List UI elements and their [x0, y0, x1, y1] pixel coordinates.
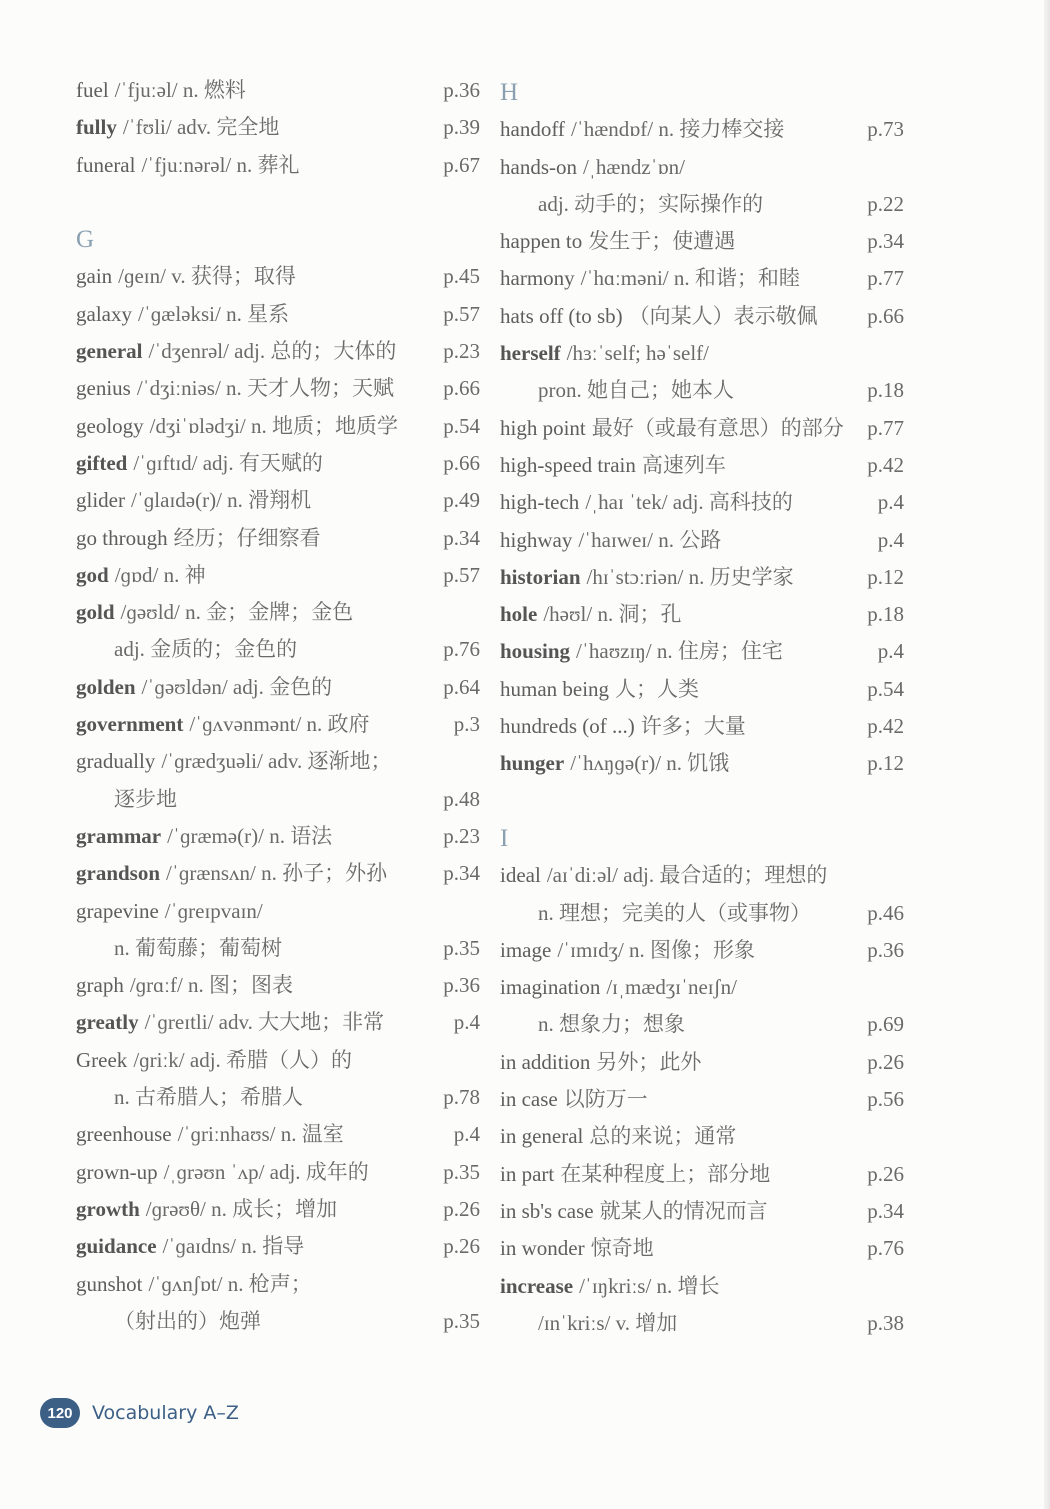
vocab-entry [76, 1228, 486, 1265]
headword: fuel [76, 78, 109, 102]
page-reference: p.42 [867, 452, 904, 477]
page-reference: p.12 [867, 564, 904, 589]
page-reference: p.69 [867, 1012, 904, 1037]
page-reference: p.23 [443, 339, 480, 364]
page-reference: p.26 [443, 1234, 480, 1259]
definition: （向某人）表示敬佩 [628, 303, 818, 328]
vocab-entry [500, 969, 910, 1006]
definition: n. 古希腊人；希腊人 [114, 1085, 303, 1110]
section-letter: G [76, 226, 95, 254]
definition: /ɪnˈkriːs/ v. 增加 [538, 1310, 678, 1335]
definition: /ɡrɑːf/ n. 图；图表 [129, 973, 294, 998]
definition: n. 理想；完美的人（或事物） [538, 900, 811, 925]
definition: /ˈdʒenrəl/ adj. 总的；大体的 [148, 339, 397, 364]
headword: in wonder [500, 1236, 585, 1261]
definition: /ˈɡʌvənmənt/ n. 政府 [189, 712, 370, 737]
vocab-entry [76, 669, 486, 706]
vocab-entry [76, 743, 486, 780]
vocab-entry [76, 594, 486, 631]
vocab-entry [76, 557, 486, 594]
vocab-entry [76, 818, 486, 855]
vocab-entry-continuation [76, 930, 486, 967]
headword: genius [76, 376, 131, 401]
vocab-entry [500, 1268, 910, 1305]
definition: /hɪˈstɔːriən/ n. 历史学家 [586, 564, 794, 589]
page-reference: p.18 [867, 378, 904, 403]
definition: 以防万一 [563, 1087, 648, 1112]
vocab-entry [500, 149, 910, 186]
headword: gradually [76, 749, 156, 774]
vocab-entry [76, 855, 486, 892]
vocab-entry [500, 932, 910, 969]
vocab-entry [500, 1230, 910, 1267]
page-reference: p.12 [867, 751, 904, 776]
definition: /ˈhʌŋɡə(r)/ n. 饥饿 [570, 751, 730, 776]
page-number-badge: 120 [40, 1398, 80, 1428]
headword: guidance [76, 1234, 157, 1259]
definition: /ɡəʊld/ n. 金；金牌；金色 [120, 600, 354, 625]
definition: 最好（或最有意思）的部分 [591, 415, 844, 440]
page-reference: p.46 [867, 900, 904, 925]
page-reference: p.39 [443, 115, 480, 140]
page-reference: p.57 [443, 562, 480, 587]
vocab-entry [500, 708, 910, 745]
page-reference: p.67 [443, 152, 480, 177]
vocab-entry [500, 1156, 910, 1193]
headword: gold [76, 600, 115, 625]
page-reference: p.23 [443, 823, 480, 848]
definition: /ˈhaʊzɪŋ/ n. 住房；住宅 [576, 639, 783, 664]
page-footer [40, 1398, 239, 1428]
vocab-entry [500, 484, 910, 521]
section-spacer [500, 783, 910, 820]
definition: /aɪˈdiːəl/ adj. 最合适的；理想的 [546, 863, 828, 888]
page-reference: p.76 [443, 637, 480, 662]
definition: /ˌhændzˈɒn/ [583, 154, 685, 179]
definition: /ɪˌmædʒɪˈneɪʃn/ [606, 975, 737, 1000]
vocab-entry [500, 111, 910, 148]
vocab-entry-continuation [500, 1305, 910, 1342]
definition: /ˈɡriːnhaʊs/ n. 温室 [177, 1122, 344, 1147]
vocab-entry [76, 258, 486, 295]
headword: herself [500, 341, 561, 366]
definition: /ˈɪŋkriːs/ n. 增长 [579, 1273, 720, 1298]
definition: /ˈdʒiːniəs/ n. 天才人物；天赋 [136, 376, 395, 401]
vocab-entry [76, 370, 486, 407]
page-reference: p.34 [867, 229, 904, 254]
headword: imagination [500, 975, 601, 1000]
definition: /ˈɡræmə(r)/ n. 语法 [167, 823, 333, 848]
definition: 在某种程度上；部分地 [560, 1161, 771, 1186]
vocab-entry [76, 72, 486, 109]
headword: glider [76, 488, 125, 513]
definition: 许多；大量 [640, 714, 746, 739]
vocab-entry [76, 1266, 486, 1303]
section-letter: I [500, 824, 509, 852]
headword: hats off (to sb) [500, 303, 623, 328]
vocab-entry [76, 1004, 486, 1041]
vocab-entry-continuation [76, 631, 486, 668]
definition: adj. 动手的；实际操作的 [538, 191, 764, 216]
page-reference: p.3 [453, 712, 480, 737]
page-reference: p.4 [453, 1010, 480, 1035]
vocab-entry [500, 260, 910, 297]
page-reference: p.18 [867, 602, 904, 627]
page-reference: p.66 [443, 376, 480, 401]
page-reference: p.45 [443, 264, 480, 289]
definition: /ˈɡlaɪdə(r)/ n. 滑翔机 [130, 488, 312, 513]
page-reference: p.4 [877, 639, 904, 664]
headword: ideal [500, 863, 541, 888]
section-letter: H [500, 79, 519, 106]
page-reference: p.77 [867, 266, 904, 291]
vocab-entry [500, 335, 910, 372]
page-reference: p.4 [877, 490, 904, 515]
vocab-entry [500, 745, 910, 782]
vocab-entry-continuation [76, 1079, 486, 1116]
headword: happen to [500, 229, 583, 254]
definition: pron. 她自己；她本人 [538, 378, 734, 403]
headword: in sb's case [500, 1198, 594, 1223]
page-reference: p.76 [867, 1236, 904, 1261]
definition: /ˈfʊli/ adv. 完全地 [122, 115, 280, 140]
vocab-entry [76, 893, 486, 930]
page-reference: p.54 [443, 413, 480, 438]
vocab-entry [76, 1042, 486, 1079]
page-reference: p.35 [443, 1159, 480, 1184]
vocab-entry [76, 408, 486, 445]
headword: greatly [76, 1010, 139, 1035]
definition: n. 想象力；想象 [538, 1012, 685, 1037]
definition: 人；人类 [615, 676, 700, 701]
vocab-entry [500, 522, 910, 559]
headword: image [500, 937, 552, 962]
page-reference: p.42 [867, 714, 904, 739]
headword: high point [500, 415, 586, 440]
definition: /ˌɡrəʊn ˈʌp/ adj. 成年的 [163, 1159, 369, 1184]
definition: /ˌhaɪ ˈtek/ adj. 高科技的 [585, 490, 793, 515]
vocab-entry [76, 1191, 486, 1228]
headword: gain [76, 264, 113, 289]
definition: /ɡriːk/ adj. 希腊（人）的 [133, 1047, 353, 1072]
page-reference: p.73 [867, 117, 904, 142]
headword: galaxy [76, 301, 132, 326]
headword: Greek [76, 1047, 128, 1072]
page-reference: p.64 [443, 674, 480, 699]
vocab-entry [500, 447, 910, 484]
vocab-entry [500, 633, 910, 670]
headword: gifted [76, 450, 128, 475]
headword: hands-on [500, 154, 577, 179]
section-title: Vocabulary A–Z [92, 1402, 239, 1424]
page-reference: p.35 [443, 935, 480, 960]
vocab-entry-continuation [76, 1303, 486, 1340]
page-reference: p.57 [443, 301, 480, 326]
definition: adj. 金质的；金色的 [114, 637, 298, 662]
vocab-entry [76, 296, 486, 333]
definition: /ˈɡreɪtli/ adv. 大大地；非常 [144, 1010, 385, 1035]
vocab-entry [76, 482, 486, 519]
page-reference: p.34 [443, 861, 480, 886]
definition: （射出的）炮弹 [114, 1308, 261, 1333]
page-reference: p.4 [453, 1122, 480, 1147]
headword: grown-up [76, 1159, 158, 1184]
headword: in part [500, 1161, 555, 1186]
definition: /ˈhɑːməni/ n. 和谐；和睦 [580, 266, 800, 291]
page-reference: p.22 [867, 191, 904, 216]
page-reference: p.78 [443, 1085, 480, 1110]
headword: go through [76, 525, 168, 550]
page-reference: p.36 [867, 937, 904, 962]
page-reference: p.26 [443, 1196, 480, 1221]
headword: god [76, 562, 109, 587]
definition: 惊奇地 [590, 1236, 654, 1261]
page-reference: p.36 [443, 78, 480, 102]
headword: historian [500, 564, 581, 589]
headword: graph [76, 973, 124, 998]
page-reference: p.66 [867, 303, 904, 328]
page-reference: p.38 [867, 1310, 904, 1335]
headword: fully [76, 115, 117, 140]
headword: high-speed train [500, 452, 636, 477]
page-reference: p.66 [443, 450, 480, 475]
headword: high-tech [500, 490, 580, 515]
page-reference: p.49 [443, 488, 480, 513]
headword: grandson [76, 861, 161, 886]
headword: human being [500, 676, 610, 701]
vocab-entry-continuation [500, 895, 910, 932]
vocab-entry-continuation [76, 781, 486, 818]
headword: greenhouse [76, 1122, 172, 1147]
definition: /ˈɡæləksi/ n. 星系 [137, 301, 290, 326]
definition: 高速列车 [641, 452, 726, 477]
definition: /ˈhaɪweɪ/ n. 公路 [578, 527, 722, 552]
vocab-entry [76, 445, 486, 482]
vocab-entry [500, 857, 910, 894]
definition: 发生于；使遭遇 [588, 229, 736, 254]
left-column [76, 72, 486, 1340]
vocab-entry [76, 1154, 486, 1191]
definition: /ˈɡrænsʌn/ n. 孙子；外孙 [166, 861, 388, 886]
definition: /ˈɡreɪpvaɪn/ [164, 898, 263, 923]
definition: /ˈɡəʊldən/ adj. 金色的 [141, 674, 333, 699]
definition: /ˈɡaɪdns/ n. 指导 [162, 1234, 305, 1259]
definition: /ˈhændɒf/ n. 接力棒交接 [570, 117, 785, 142]
definition: /ˈfjuːnərəl/ n. 葬礼 [141, 152, 300, 177]
vocab-entry [500, 559, 910, 596]
vocab-entry [500, 410, 910, 447]
page-reference: p.26 [867, 1161, 904, 1186]
definition: /dʒiˈɒlədʒi/ n. 地质；地质学 [149, 413, 399, 438]
vocab-entry [76, 147, 486, 184]
headword: highway [500, 527, 573, 552]
definition: 逐步地 [114, 786, 177, 811]
vocab-entry [76, 706, 486, 743]
vocab-entry [76, 520, 486, 557]
definition: /ɡeɪn/ v. 获得；取得 [118, 264, 296, 289]
headword: in general [500, 1124, 584, 1149]
headword: handoff [500, 117, 565, 142]
definition: /ˈɪmɪdʒ/ n. 图像；形象 [557, 937, 756, 962]
headword: grammar [76, 823, 162, 848]
headword: housing [500, 639, 571, 664]
headword: general [76, 339, 143, 364]
definition: /ˈɡʌnʃɒt/ n. 枪声； [148, 1271, 312, 1296]
vocab-entry [500, 223, 910, 260]
vocab-entry [76, 333, 486, 370]
definition: 经历；仔细察看 [173, 525, 321, 550]
definition: /ˈfjuːəl/ n. 燃料 [114, 78, 246, 102]
vocab-entry [500, 671, 910, 708]
headword: grapevine [76, 898, 159, 923]
vocab-entry [500, 298, 910, 335]
definition: 就某人的情况而言 [599, 1198, 768, 1223]
vocab-entry-continuation [500, 186, 910, 223]
vocab-entry [500, 1044, 910, 1081]
vocab-entry-continuation [500, 372, 910, 409]
definition: /ɡɒd/ n. 神 [114, 562, 206, 587]
vocab-entry [76, 109, 486, 146]
definition: 总的来说；通常 [589, 1124, 737, 1149]
page-reference: p.4 [877, 527, 904, 552]
page-reference: p.36 [443, 973, 480, 998]
page-reference: p.56 [867, 1087, 904, 1112]
headword: hole [500, 602, 538, 627]
page-reference: p.34 [443, 525, 480, 550]
headword: government [76, 712, 184, 737]
page-reference: p.54 [867, 676, 904, 701]
page-reference: p.48 [443, 786, 480, 811]
definition: /ˈɡrædʒuəli/ adv. 逐渐地； [161, 749, 392, 774]
definition: 另外；此外 [596, 1049, 702, 1074]
headword: hundreds (of ...) [500, 714, 635, 739]
vocab-entry [500, 1193, 910, 1230]
headword: in addition [500, 1049, 591, 1074]
headword: gunshot [76, 1271, 143, 1296]
vocab-entry [76, 967, 486, 1004]
headword: geology [76, 413, 144, 438]
headword: increase [500, 1273, 574, 1298]
headword: golden [76, 674, 136, 699]
headword: growth [76, 1196, 140, 1221]
page-reference: p.35 [443, 1308, 480, 1333]
definition: /hɜːˈself; həˈself/ [566, 341, 710, 366]
right-column [500, 74, 910, 1342]
vocab-entry-continuation [500, 1006, 910, 1043]
vocab-entry [500, 1118, 910, 1155]
vocab-entry [76, 1116, 486, 1153]
section-spacer [76, 184, 486, 221]
definition: n. 葡萄藤；葡萄树 [114, 935, 282, 960]
page-reference: p.34 [867, 1198, 904, 1223]
headword: funeral [76, 152, 136, 177]
headword: harmony [500, 266, 575, 291]
page-reference: p.26 [867, 1049, 904, 1074]
definition: /həʊl/ n. 洞；孔 [543, 602, 682, 627]
page-edge-shadow [1044, 0, 1050, 1509]
definition: /ɡrəʊθ/ n. 成长；增加 [145, 1196, 338, 1221]
headword: hunger [500, 751, 565, 776]
vocab-entry [500, 596, 910, 633]
page-reference: p.77 [867, 415, 904, 440]
headword: in case [500, 1087, 558, 1112]
definition: /ˈɡɪftɪd/ adj. 有天赋的 [133, 450, 323, 475]
vocab-entry [500, 1081, 910, 1118]
